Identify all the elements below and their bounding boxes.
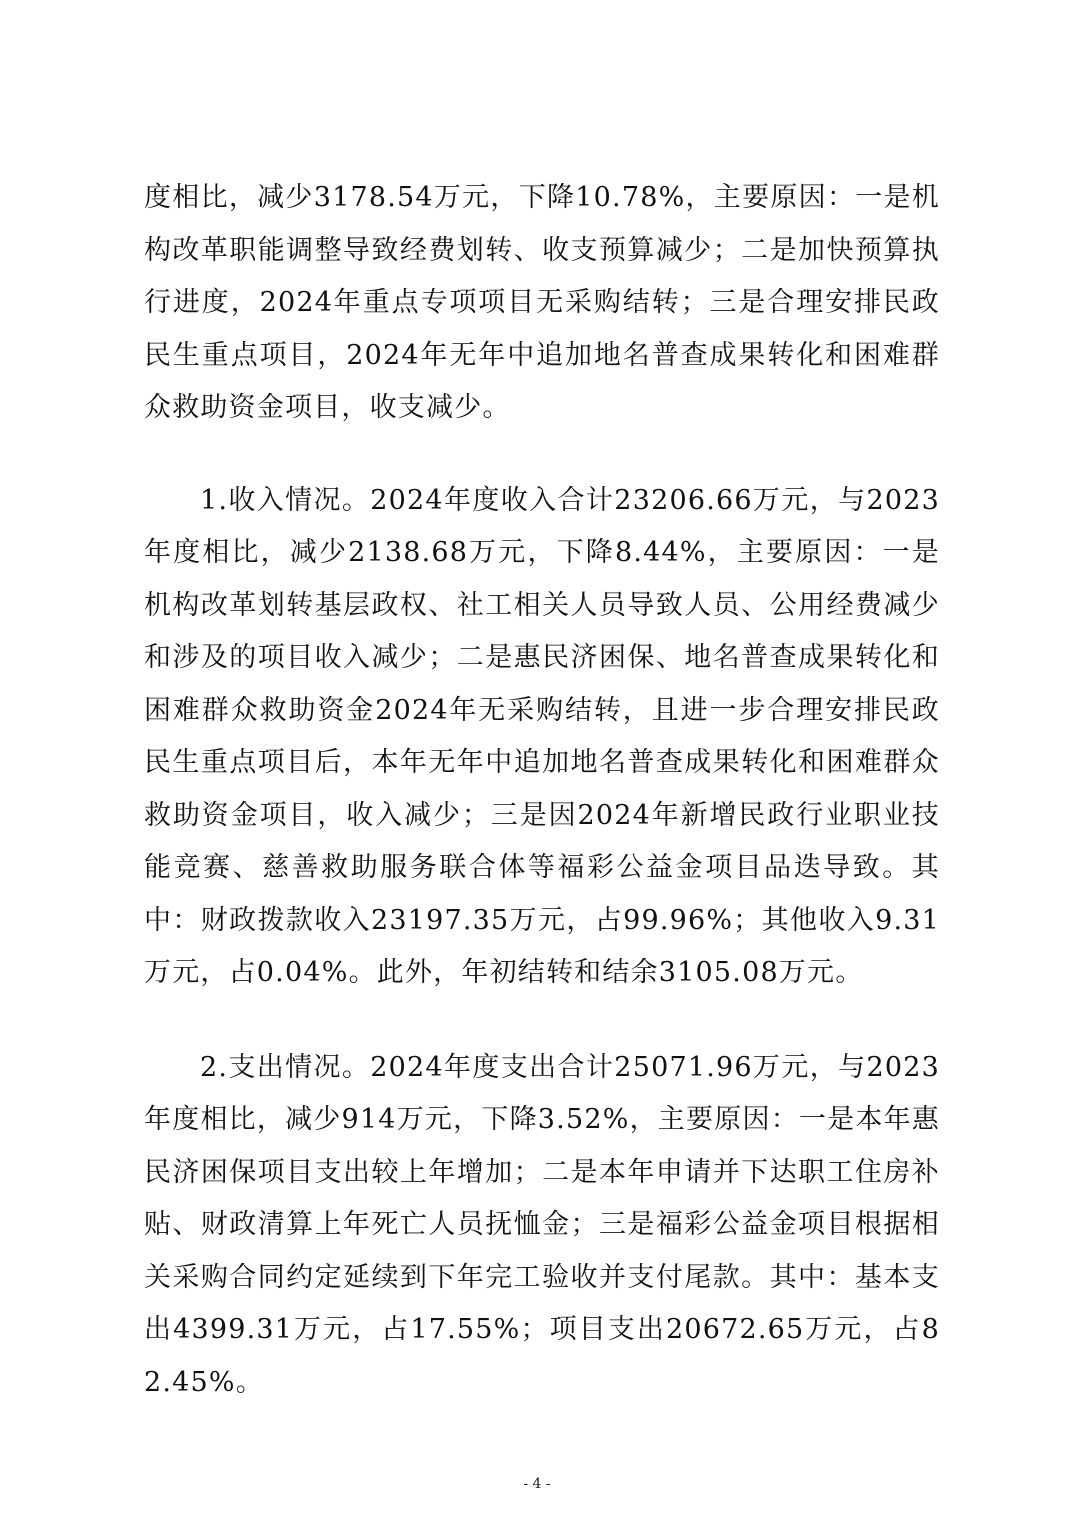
page-number: - 4 - bbox=[523, 1476, 551, 1492]
document-body bbox=[144, 172, 940, 1409]
paragraph-expenditure: 2.支出情况。2024年度支出合计25071.96万元，与2023年度相比，减少914万元，下降3.52%，主要原因：一是本年惠民济困保项目支出较上年增加；二是本年申请并下达职工住房补贴、财政清算上年死亡人员抚恤金；三是福彩公益金项目根据相关采购合同约定延续到下年完工验收并支付尾款。其中：基本支出4399.31万元，占17.55%；项目支出20672.65万元，占82.45%。 bbox=[144, 1051, 940, 1398]
paragraph-income: 1.收入情况。2024年度收入合计23206.66万元，与2023年度相比，减少2138.68万元，下降8.44%，主要原因：一是机构改革划转基层政权、社工相关人员导致人员、公用经费减少和涉及的项目收入减少；二是惠民济困保、地名普查成果转化和困难群众救助资金2024年无采购结转，且进一步合理安排民政民生重点项目后，本年无年中追加地名普查成果转化和困难群众救助资金项目，收入减少；三是因2024年新增民政行业职业技能竞赛、慈善救助服务联合体等福彩公益金项目品迭导致。其中：财政拨款收入23197.35万元，占99.96%；其他收入9.31万元，占0.04%。此外，年初结转和结余3105.08万元。 bbox=[144, 484, 940, 988]
paragraph-summary-continued: 度相比，减少3178.54万元，下降10.78%，主要原因：一是机构改革职能调整导致经费划转、收支预算减少；二是加快预算执行进度，2024年重点专项项目无采购结转；三是合理安排民政民生重点项目，2024年无年中追加地名普查成果转化和困难群众救助资金项目，收支减少。 bbox=[144, 182, 940, 423]
